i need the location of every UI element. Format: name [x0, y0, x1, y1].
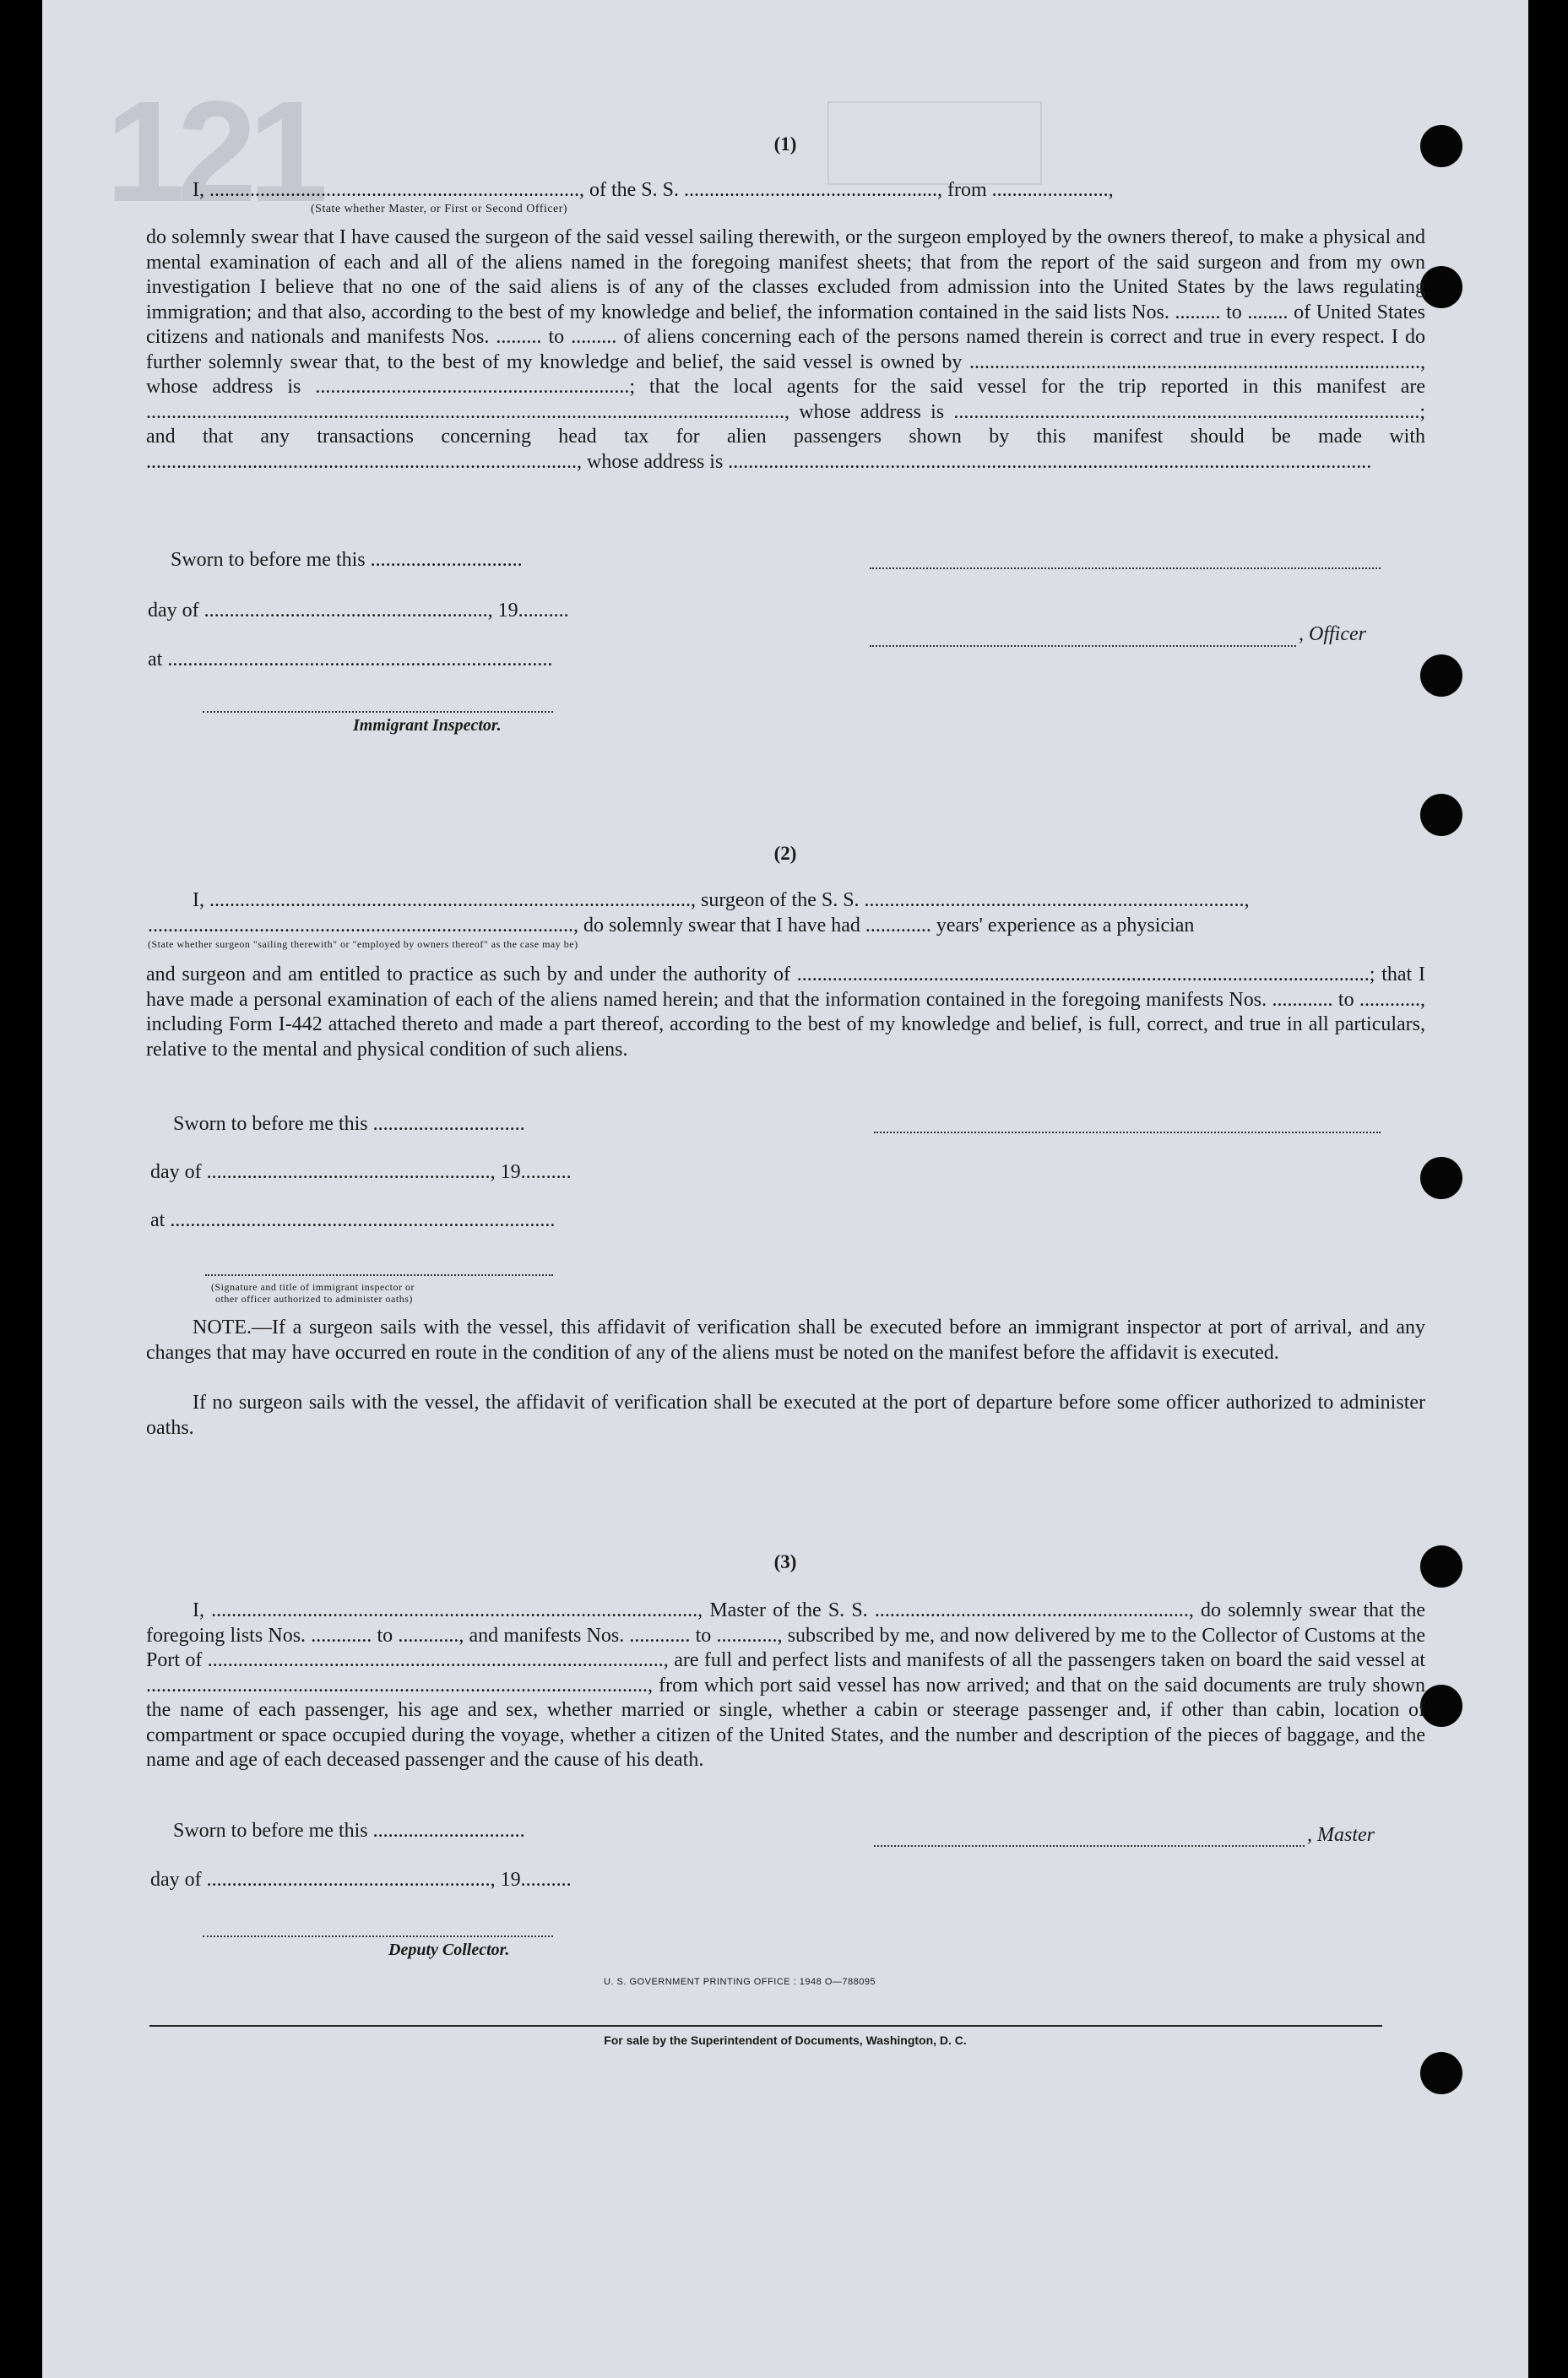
section-1-first-line: I, ........................................................................., of the S. S. .................................................., from ......................., [193, 179, 1114, 201]
section-3-collector-label: Deputy Collector. [388, 1941, 510, 1959]
punch-hole [1420, 266, 1462, 308]
section-3-day-line: day of ........................................................, 19.......... [150, 1869, 572, 1891]
section-3-master-label: , Master [1307, 1824, 1375, 1846]
section-3-master-signature-line [874, 1845, 1305, 1847]
section-1-officer-label: , Officer [1299, 623, 1366, 645]
manifest-page [42, 0, 1528, 2378]
section-2-number: (2) [773, 843, 797, 864]
section-1-caption: (State whether Master, or First or Second Officer) [311, 203, 568, 215]
punch-hole [1420, 654, 1462, 697]
punch-hole [1420, 2052, 1462, 2094]
punch-hole [1420, 1157, 1462, 1199]
section-3-collector-signature-line [203, 1936, 553, 1937]
section-1-officer-signature-line [870, 645, 1296, 647]
section-2-signature-caption-2: other officer authorized to administer oaths) [215, 1293, 413, 1305]
section-1-signature-line [870, 567, 1381, 569]
section-2-first-line: I, ..............................................................................................., surgeon of the S. S. ..........................................................................., [193, 889, 1250, 911]
punch-hole [1420, 1685, 1462, 1727]
section-2-signature-caption-1: (Signature and title of immigrant inspector or [211, 1281, 415, 1293]
section-2-oath-text: and surgeon and am entitled to practice as such by and under the authority of .................................................................................................................; that I have made a personal examination of each of the aliens named herein; and that the information contained in the foregoing manifests Nos. ............ to ............, including Form I-442 attached thereto and made a part thereof, according to the best of my knowledge and belief, is full, correct, and true in all particulars, relative to the mental and physical condition of such aliens. [146, 964, 1425, 1061]
section-2-second-line: ...................................................................................., do solemnly swear that I have had ............. years' experience as a physician [148, 915, 1195, 937]
section-2-caption: (State whether surgeon "sailing therewith" or "employed by owners thereof" as the case may be) [148, 938, 578, 950]
section-1-sworn-line: Sworn to before me this .............................. [171, 549, 523, 571]
section-3-number: (3) [773, 1551, 797, 1572]
section-2-day-line: day of ........................................................, 19.......... [150, 1161, 572, 1183]
faint-stamp-number: 121 [106, 72, 320, 232]
footer-rule [149, 2025, 1382, 2027]
section-1-inspector-label: Immigrant Inspector. [353, 716, 502, 735]
section-2-at-line: at ............................................................................ [150, 1209, 556, 1231]
section-1-oath-text: do solemnly swear that I have caused the surgeon of the said vessel sailing therewith, or the surgeon employed by the owners thereof, to make a physical and mental examination of each and all of the aliens named in the foregoing manifest sheets; that from the report of the said surgeon and from my own investigation I believe that no one of the said aliens is of any of the classes excluded from admission into the United States by the laws regulating immigration; and that also, according to the best of my knowledge and belief, the information contained in the said lists Nos. ......... to ........ of United States citizens and nationals and manifests Nos. ......... to ......... of aliens concerning each of the persons named therein is correct and true in every respect. I do further solemnly swear that, to the best of my knowledge and belief, the said vessel is owned by ........................................................................................., whose address is ..............................................................; that the local agents for the said vessel for the trip reported in this manifest are .............................................................................................................................., whose address is ............................................................................................; and that any transactions concerning head tax for alien passengers shown by this manifest should be made with ....................................................................................., whose address is ............................................................................................................................... [146, 226, 1425, 473]
section-1-at-line: at ............................................................................ [148, 649, 553, 671]
footer-sale-notice: For sale by the Superintendent of Documents, Washington, D. C. [604, 2033, 967, 2047]
section-2-note-no-surgeon: If no surgeon sails with the vessel, the affidavit of verification shall be executed at the port of departure before some officer authorized to administer oaths. [146, 1392, 1425, 1439]
section-2-surgeon-signature-line [874, 1132, 1381, 1133]
section-1-number: (1) [773, 133, 797, 155]
section-3-sworn-line: Sworn to before me this .............................. [173, 1820, 525, 1842]
section-3-oath-text: I, ................................................................................................, Master of the S. S. .............................................................., do solemnly swear that the foregoing lists Nos. ............ to ............, and manifests Nos. ............ to ............, subscribed by me, and now delivered by me to the Collector of Customs at the Port of .........................................................................................., are full and perfect lists and manifests of all the passengers taken on board the said vessel at ..................................................................................................., from which port said vessel has now arrived; and that on the said documents are truly shown the name of each passenger, his age and sex, whether married or single, whether a cabin or steerage passenger and, if other than cabin, location of compartment or space occupied during the voyage, whether a citizen of the United States, and the number and description of the pieces of baggage, and the name and age of each deceased passenger and the cause of his death. [146, 1599, 1425, 1771]
section-2-sworn-line: Sworn to before me this .............................. [173, 1113, 525, 1135]
printing-office-imprint: U. S. GOVERNMENT PRINTING OFFICE : 1948 O—788095 [604, 1977, 876, 1987]
section-1-inspector-signature-line [203, 711, 553, 713]
punch-hole [1420, 794, 1462, 836]
section-2-officer-signature-line [205, 1274, 553, 1276]
section-2-note: NOTE.—If a surgeon sails with the vessel, this affidavit of verification shall be executed before an immigrant inspector at port of arrival, and any changes that may have occurred en route in the condition of any of the aliens must be noted on the manifest before the affidavit is executed. [146, 1317, 1425, 1364]
section-1-day-line: day of ........................................................, 19.......... [148, 600, 569, 622]
